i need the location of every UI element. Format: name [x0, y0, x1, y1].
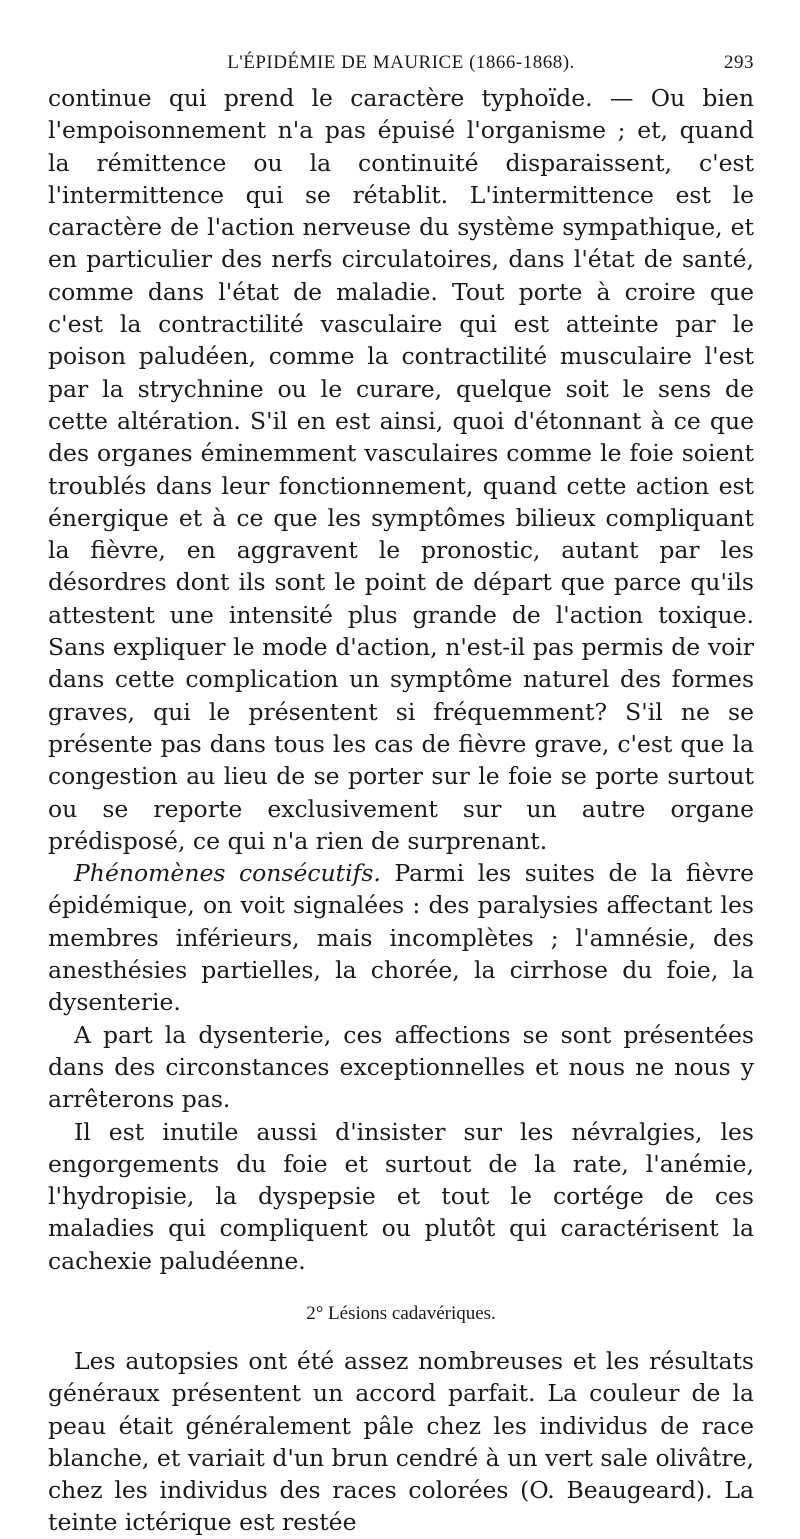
paragraph-neuralgia: Il est inutile aussi d'insister sur les névralgies, les engorgements du foie et surtout de la rate, l'anémie, l'hydropisie, la dyspepsie et tout le cortége de ces maladies qui compliquent ou plutôt qui caractérisent la cachexie paludéenne. — [48, 1117, 754, 1275]
paragraph-dysentery: A part la dysenterie, ces affections se sont présentées dans des circonstances exceptionnelles et nous ne nous y arrêterons pas. — [48, 1020, 754, 1114]
book-page — [48, 52, 754, 1539]
section-heading: 2° Lésions cadavériques. — [306, 1302, 496, 1324]
running-title: L'ÉPIDÉMIE DE MAURICE (1866-1868). — [227, 52, 575, 73]
paragraph-autopsies: Les autopsies ont été assez nombreuses et les résultats généraux présentent un accord parfait. La couleur de la peau était généralement pâle chez les individus de race blanche, et variait d'un brun cendré à un vert sale olivâtre, chez les individus des races colorées (O. Beaugeard). La teinte ictérique est restée — [48, 1346, 754, 1537]
running-header — [48, 52, 754, 82]
paragraph-text: Parmi les suites de la fièvre épidémique, on voit signalées : des paralysies affectant les membres inférieurs, mais incomplètes ; l'amnésie, des anesthésies partielles, la chorée, la cirrhose du foie, la dysenterie. — [48, 859, 755, 1017]
paragraph-consecutive-phenomena — [48, 857, 754, 1018]
paragraph-lead-italic: Phénomènes consécutifs. — [74, 859, 381, 888]
page-number: 293 — [724, 52, 754, 73]
paragraph-continuation: continue qui prend le caractère typhoïde. — Ou bien l'empoisonnement n'a pas épuisé l'organisme ; et, quand la rémittence ou la continuité disparaissent, c'est l'intermittence qui se rétablit. L'intermittence est le caractère de l'action nerveuse du système sympathique, et en particulier des nerfs circulatoires, dans l'état de santé, comme dans l'état de maladie. Tout porte à croire que c'est la contractilité vasculaire qui est atteinte par le poison paludéen, comme la contractilité musculaire l'est par la strychnine ou le curare, quelque soit le sens de cette altération. S'il en est ainsi, quoi d'étonnant à ce que des organes éminemment vasculaires comme le foie soient troublés dans leur fonctionnement, quand cette action est énergique et à ce que les symptômes bilieux compliquant la fièvre, en aggravent le pronostic, autant par les désordres dont ils sont le point de départ que parce qu'ils attestent une intensité plus grande de l'action toxique. Sans expliquer le mode d'action, n'est-il pas permis de voir dans cette complication un symptôme naturel des formes graves, qui le présentent si fréquemment? S'il ne se présente pas dans tous les cas de fièvre grave, c'est que la congestion au lieu de se porter sur le foie se porte surtout ou se reporte exclusivement sur un autre organe prédisposé, ce qui n'a rien de surprenant. — [48, 84, 754, 855]
